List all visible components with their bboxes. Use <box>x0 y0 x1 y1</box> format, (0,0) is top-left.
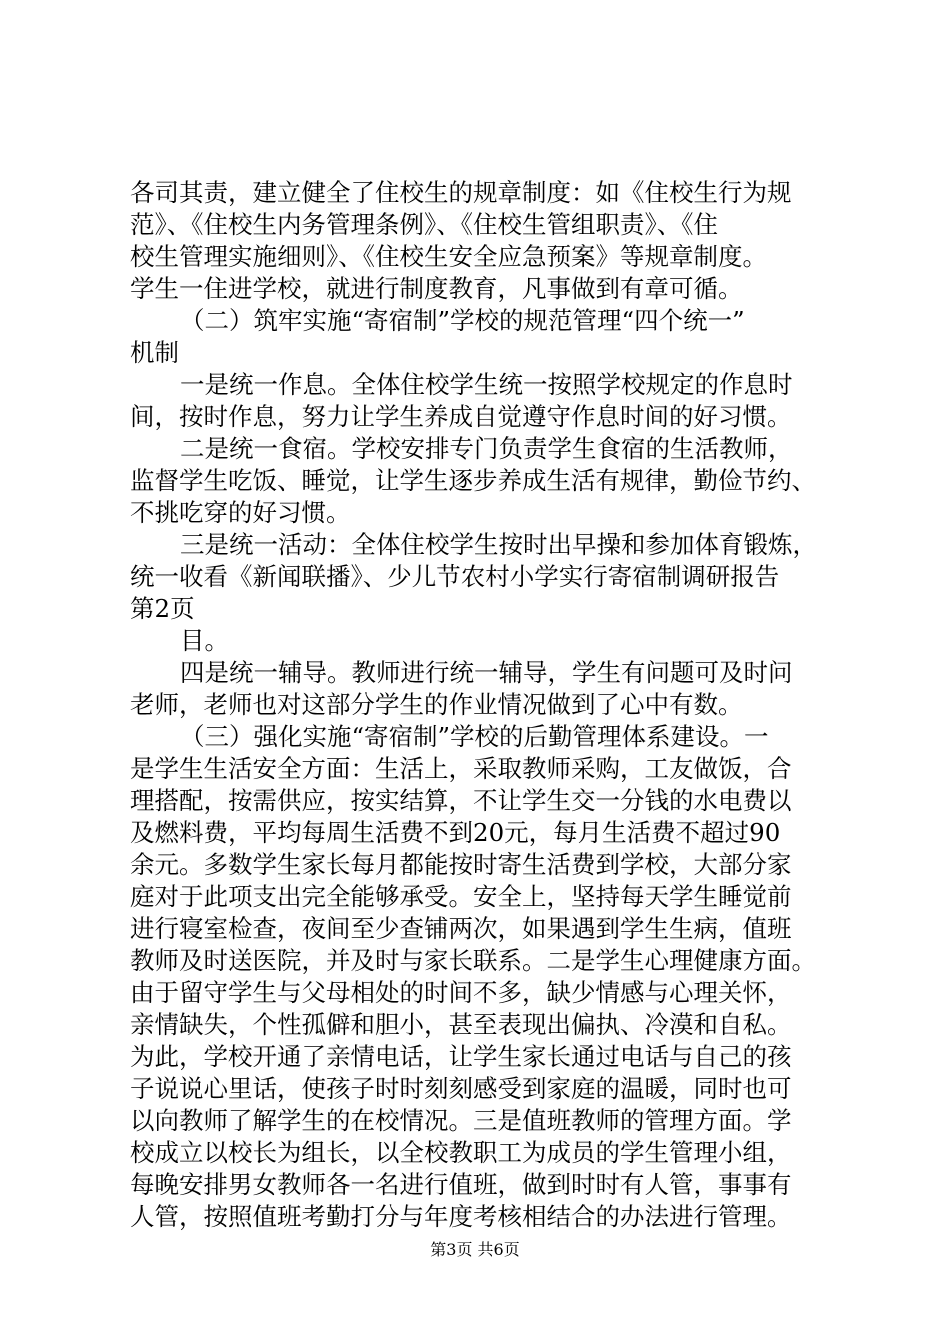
text-line: 理搭配，按需供应，按实结算，不让学生交一分钱的水电费以 <box>130 786 792 815</box>
section-heading-continued: 机制 <box>130 338 179 367</box>
text-line: 教师及时送医院，并及时与家长联系。二是学生心理健康方面。 <box>130 946 816 975</box>
section-heading: （三）强化实施“寄宿制”学校的后勤管理体系建设。一 <box>180 722 769 751</box>
text-line: 范》、《住校生内务管理条例》、《住校生管组职责》、《住 <box>130 210 718 239</box>
text-line: 及燃料费，平均每周生活费不到20元，每月生活费不超过90 <box>130 818 781 847</box>
text-line: 一是统一作息。全体住校学生统一按照学校规定的作息时 <box>180 370 793 399</box>
text-line: 不挑吃穿的好习惯。 <box>130 498 351 527</box>
text-line: 统一收看《新闻联播》、少儿节农村小学实行寄宿制调研报告 <box>130 562 780 591</box>
section-heading: （二）筑牢实施“寄宿制”学校的规范管理“四个统一” <box>180 306 745 335</box>
text-line: 第2页 <box>130 594 195 623</box>
text-line: 目。 <box>180 626 229 655</box>
text-line: 每晚安排男女教师各一名进行值班，做到时时有人管，事事有 <box>130 1170 792 1199</box>
text-line: 庭对于此项支出完全能够承受。安全上，坚持每天学生睡觉前 <box>130 882 792 911</box>
text-line: 余元。多数学生家长每月都能按时寄生活费到学校，大部分家 <box>130 850 792 879</box>
text-line: 四是统一辅导。教师进行统一辅导，学生有问题可及时问 <box>180 658 793 687</box>
text-line: 学生一住进学校，就进行制度教育，凡事做到有章可循。 <box>130 274 743 303</box>
page-footer: 第3页 共6页 <box>430 1240 520 1259</box>
text-line: 二是统一食宿。学校安排专门负责学生食宿的生活教师， <box>180 434 793 463</box>
text-line: 监督学生吃饭、睡觉，让学生逐步养成生活有规律，勤俭节约、 <box>130 466 816 495</box>
text-line: 人管，按照值班考勤打分与年度考核相结合的办法进行管理。 <box>130 1202 792 1231</box>
text-line: 校生管理实施细则》、《住校生安全应急预案》等规章制度。 <box>130 242 767 271</box>
text-line: 校成立以校长为组长，以全校教职工为成员的学生管理小组， <box>130 1138 792 1167</box>
text-line: 间，按时作息，努力让学生养成自觉遵守作息时间的好习惯。 <box>130 402 792 431</box>
text-line: 三是统一活动：全体住校学生按时出早操和参加体育锻炼， <box>180 530 817 559</box>
text-line: 各司其责，建立健全了住校生的规章制度：如《住校生行为规 <box>130 178 792 207</box>
text-line: 由于留守学生与父母相处的时间不多，缺少情感与心理关怀， <box>130 978 792 1007</box>
text-line: 亲情缺失，个性孤僻和胆小，甚至表现出偏执、冷漠和自私。 <box>130 1010 792 1039</box>
text-line: 进行寝室检查，夜间至少查铺两次，如果遇到学生生病，值班 <box>130 914 792 943</box>
text-line: 是学生生活安全方面：生活上，采取教师采购，工友做饭，合 <box>130 754 792 783</box>
text-line: 老师，老师也对这部分学生的作业情况做到了心中有数。 <box>130 690 743 719</box>
text-line: 子说说心里话，使孩子时时刻刻感受到家庭的温暖，同时也可 <box>130 1074 792 1103</box>
text-line: 为此，学校开通了亲情电话，让学生家长通过电话与自己的孩 <box>130 1042 792 1071</box>
text-line: 以向教师了解学生的在校情况。三是值班教师的管理方面。学 <box>130 1106 792 1135</box>
